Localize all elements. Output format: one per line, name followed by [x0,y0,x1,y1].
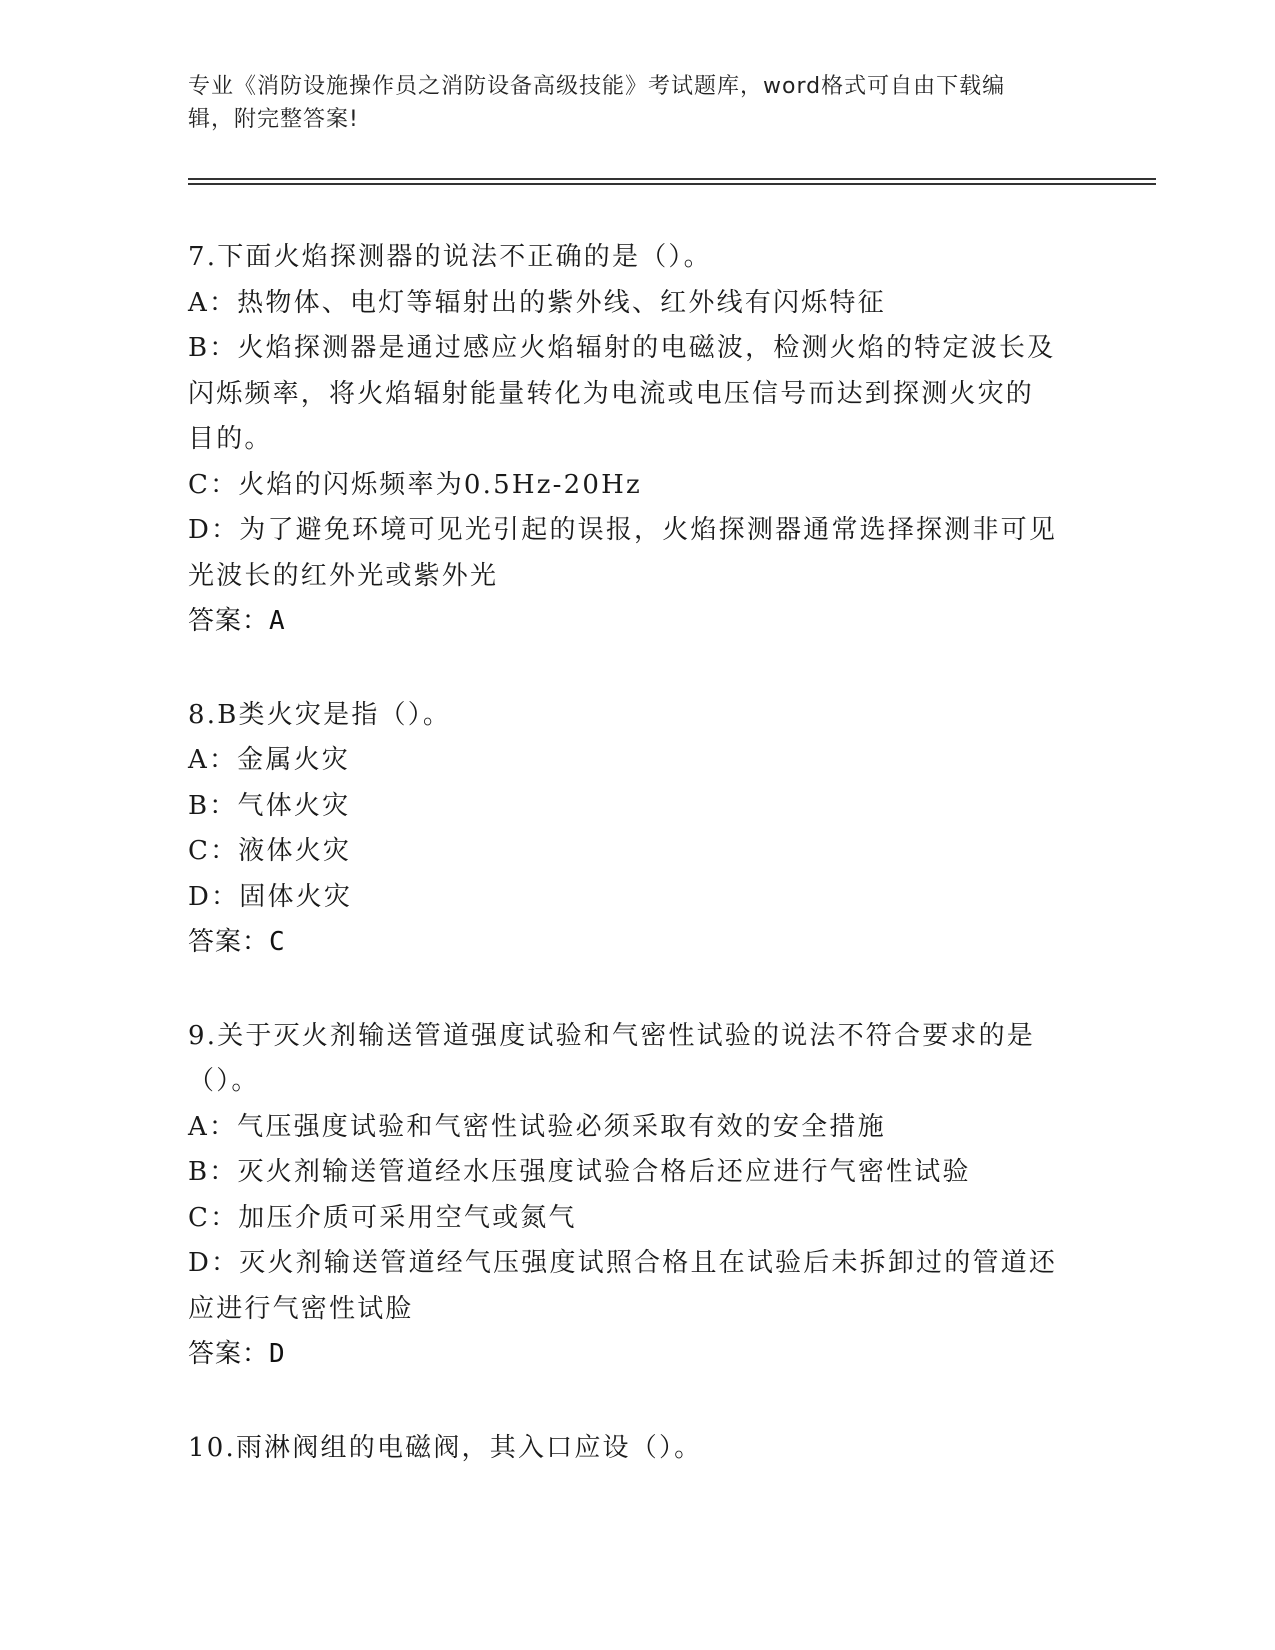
option-line: A：气压强度试验和气密性试验必须采取有效的安全措施 [188,1111,886,1142]
option-line: D：固体火灾 [188,881,353,912]
option-line: 闪烁频率，将火焰辐射能量转化为电流或电压信号而达到探测火灾的 [188,378,1035,409]
header-line: 辑，附完整答案! [188,107,359,132]
question-stem: 9.关于灭火剂输送管道强度试验和气密性试验的说法不符合要求的是 [188,1020,1036,1051]
question-item [188,235,1078,645]
option-line: C：液体火灾 [188,836,352,866]
option-line: C：加压介质可采用空气或氮气 [188,1202,577,1233]
question-list [188,235,1078,1519]
question-item [188,693,1078,966]
option-line: A：金属火灾 [188,745,350,775]
option-line: B：灭火剂输送管道经水压强度试验合格后还应进行气密性试验 [188,1157,971,1187]
question-stem: 10.雨淋阀组的电磁阀，其入口应设（）。 [188,1432,703,1463]
header-line: 专业《消防设施操作员之消防设备高级技能》考试题库，word格式可自由下载编 [188,74,1006,99]
question-item [188,1014,1078,1378]
answer-label: 答案： [188,606,270,636]
answer-value: C [269,927,286,957]
question-item [188,1426,1078,1472]
answer-label: 答案： [188,927,270,957]
answer-line [188,920,1078,966]
answer-label: 答案： [188,1339,270,1369]
option-line: 应进行气密性试脸 [188,1293,414,1324]
question-stem: 7.下面火焰探测器的说法不正确的是（）。 [188,242,712,272]
question-stem: 8.B类火灾是指（）。 [188,699,452,730]
answer-value: A [269,606,286,636]
option-line: 目的。 [188,424,273,454]
option-line: B：火焰探测器是通过感应火焰辐射的电磁波，检测火焰的特定波长及 [188,333,1056,363]
document-header [188,70,1088,136]
option-line: C：火焰的闪烁频率为0.5Hz-20Hz [188,469,642,500]
header-divider [188,178,1156,180]
answer-line [188,1332,1078,1378]
option-line: B：气体火灾 [188,790,351,821]
option-line: 光波长的红外光或紫外光 [188,560,499,591]
option-line: D：为了避免环境可见光引起的误报，火焰探测器通常选择探测非可见 [188,515,1058,545]
question-stem-continued: （）。 [188,1066,260,1096]
option-line: D：灭火剂输送管道经气压强度试照合格且在试验后未拆卸过的管道还 [188,1248,1058,1278]
option-line: A：热物体、电灯等辐射出的紫外线、红外线有闪烁特征 [188,287,886,318]
answer-value: D [269,1339,286,1369]
header-divider [188,183,1156,185]
answer-line [188,599,1078,645]
